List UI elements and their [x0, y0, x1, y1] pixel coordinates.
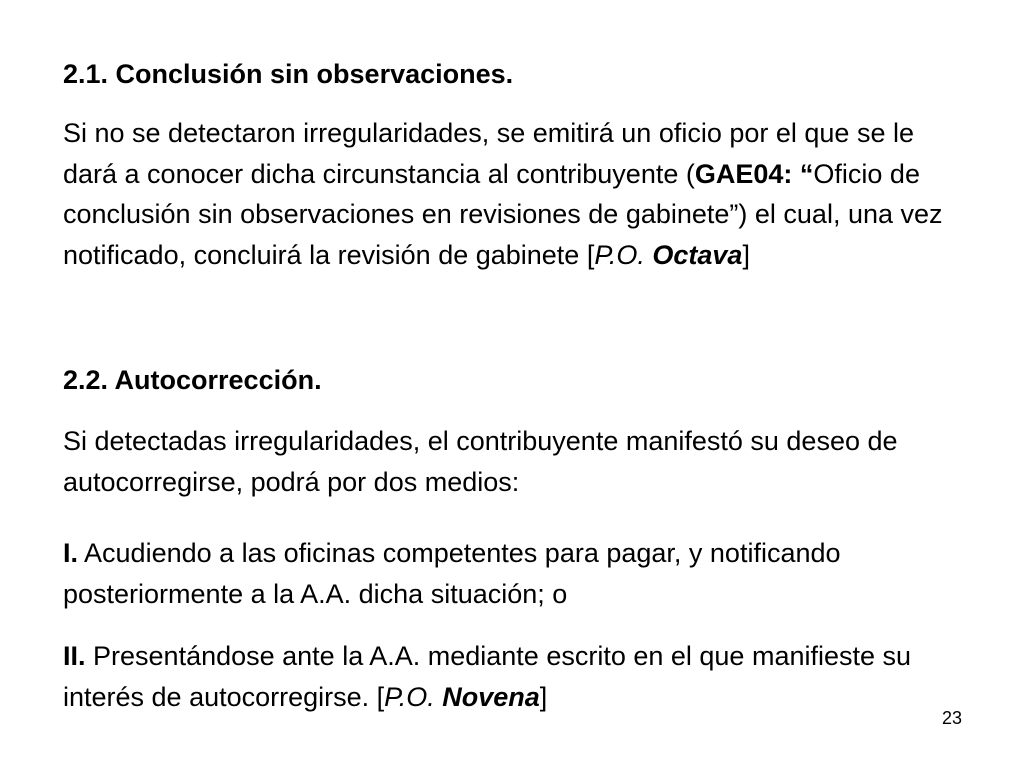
- item-numeral: II.: [63, 641, 86, 671]
- paragraph-text: Oficio de conclusión sin observaciones en revisiones de gabinete”) el cual, una vez notificado, concluirá la revisión de gabinete [: [63, 158, 943, 270]
- reference-close: ]: [742, 239, 750, 270]
- item-text: Presentándose ante la A.A. mediante escrito en el que manifieste su interés de autocorregirse. [: [63, 641, 912, 712]
- item-numeral: I.: [63, 538, 79, 568]
- section-heading-autocorreccion: 2.2. Autocorrección.: [63, 365, 322, 395]
- reference-name: Octava: [652, 239, 743, 270]
- document-code: GAE04: “: [694, 158, 814, 189]
- page-number: 23: [941, 708, 962, 728]
- reference-name: Novena: [442, 681, 540, 712]
- list-item: [63, 636, 963, 717]
- section-paragraph-conclusion: [63, 113, 963, 275]
- reference-prefix: P.O.: [594, 239, 653, 270]
- reference-close: ]: [539, 681, 548, 712]
- item-text: Acudiendo a las oficinas competentes para pagar, y notificando posteriormente a la A.A. dicha situación; o: [63, 538, 841, 609]
- reference-prefix: P.O.: [384, 681, 443, 712]
- section-heading-conclusion: 2.1. Conclusión sin observaciones.: [63, 59, 514, 89]
- section-paragraph-autocorreccion: Si detectadas irregularidades, el contribuyente manifestó su deseo de autocorregirse, podrá por dos medios:: [63, 426, 898, 497]
- list-item: [63, 533, 963, 614]
- paragraph-text: Si no se detectaron irregularidades, se emitirá un oficio por el que se le dará a conocer dicha circunstancia al contribuyente (: [63, 118, 914, 189]
